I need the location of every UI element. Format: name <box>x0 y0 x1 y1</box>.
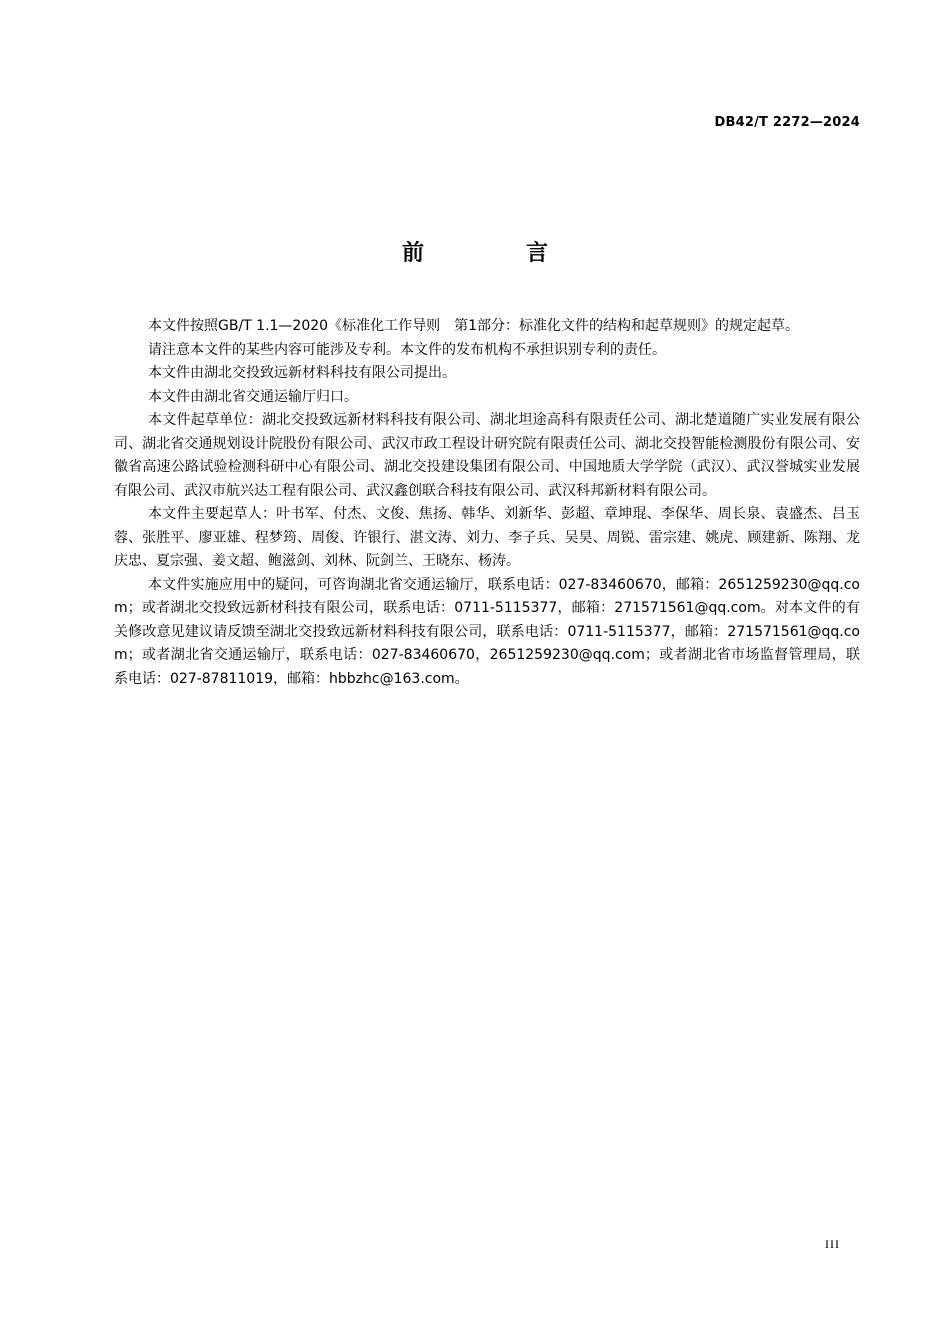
paragraph-drafters: 本文件主要起草人：叶书军、付杰、文俊、焦扬、韩华、刘新华、彭超、章坤琨、李保华、周长泉、袁盛杰、吕玉蓉、张胜平、廖亚雄、程梦筠、周俊、许银行、湛文涛、刘力、李子兵、吴昊、周锐、雷宗建、姚虎、顾建新、陈翔、龙庆忠、夏宗强、姜文超、鲍滋剑、刘林、阮剑兰、王晓东、杨涛。 <box>114 506 860 569</box>
foreword-body <box>114 315 860 691</box>
paragraph-proposer: 本文件由湖北交投致远新材料科技有限公司提出。 <box>148 365 456 381</box>
page-number: III <box>825 1237 840 1251</box>
paragraph-contact-info: 本文件实施应用中的疑问，可咨询湖北省交通运输厅，联系电话：027-83460670，邮箱：2651259230@qq.com；或者湖北交投致远新材科技有限公司，联系电话：0711-5115377，邮箱：271571561@qq.com。对本文件的有关修改意见建议请反馈至湖北交投致远新材料科技有限公司，联系电话：0711-5115377，邮箱：271571561@qq.com；或者湖北省交通运输厅，联系电话：027-83460670，2651259230@qq.com；或者湖北省市场监督管理局，联系电话：027-87811019，邮箱：hbbzhc@163.com。 <box>114 576 860 687</box>
paragraph-administrator: 本文件由湖北省交通运输厅归口。 <box>148 388 358 405</box>
paragraph-patent-notice: 请注意本文件的某些内容可能涉及专利。本文件的发布机构不承担识别专利的责任。 <box>148 341 666 358</box>
page-title: 前 言 <box>401 241 588 266</box>
document-code: DB42/T 2272—2024 <box>714 115 860 130</box>
paragraph-drafting-units: 本文件起草单位：湖北交投致远新材料科技有限公司、湖北坦途高科有限责任公司、湖北楚道随广实业发展有限公司、湖北省交通规划设计院股份有限公司、武汉市政工程设计研究院有限责任公司、湖北交投智能检测股份有限公司、安徽省高速公路试验检测科研中心有限公司、湖北交投建设集团有限公司、中国地质大学学院（武汉）、武汉誉城实业发展有限公司、武汉市航兴达工程有限公司、武汉鑫创联合科技有限公司、武汉科邦新材料有限公司。 <box>114 412 860 499</box>
paragraph-drafting-rules: 本文件按照GB/T 1.1—2020《标准化工作导则 第1部分：标准化文件的结构和起草规则》的规定起草。 <box>148 318 799 334</box>
